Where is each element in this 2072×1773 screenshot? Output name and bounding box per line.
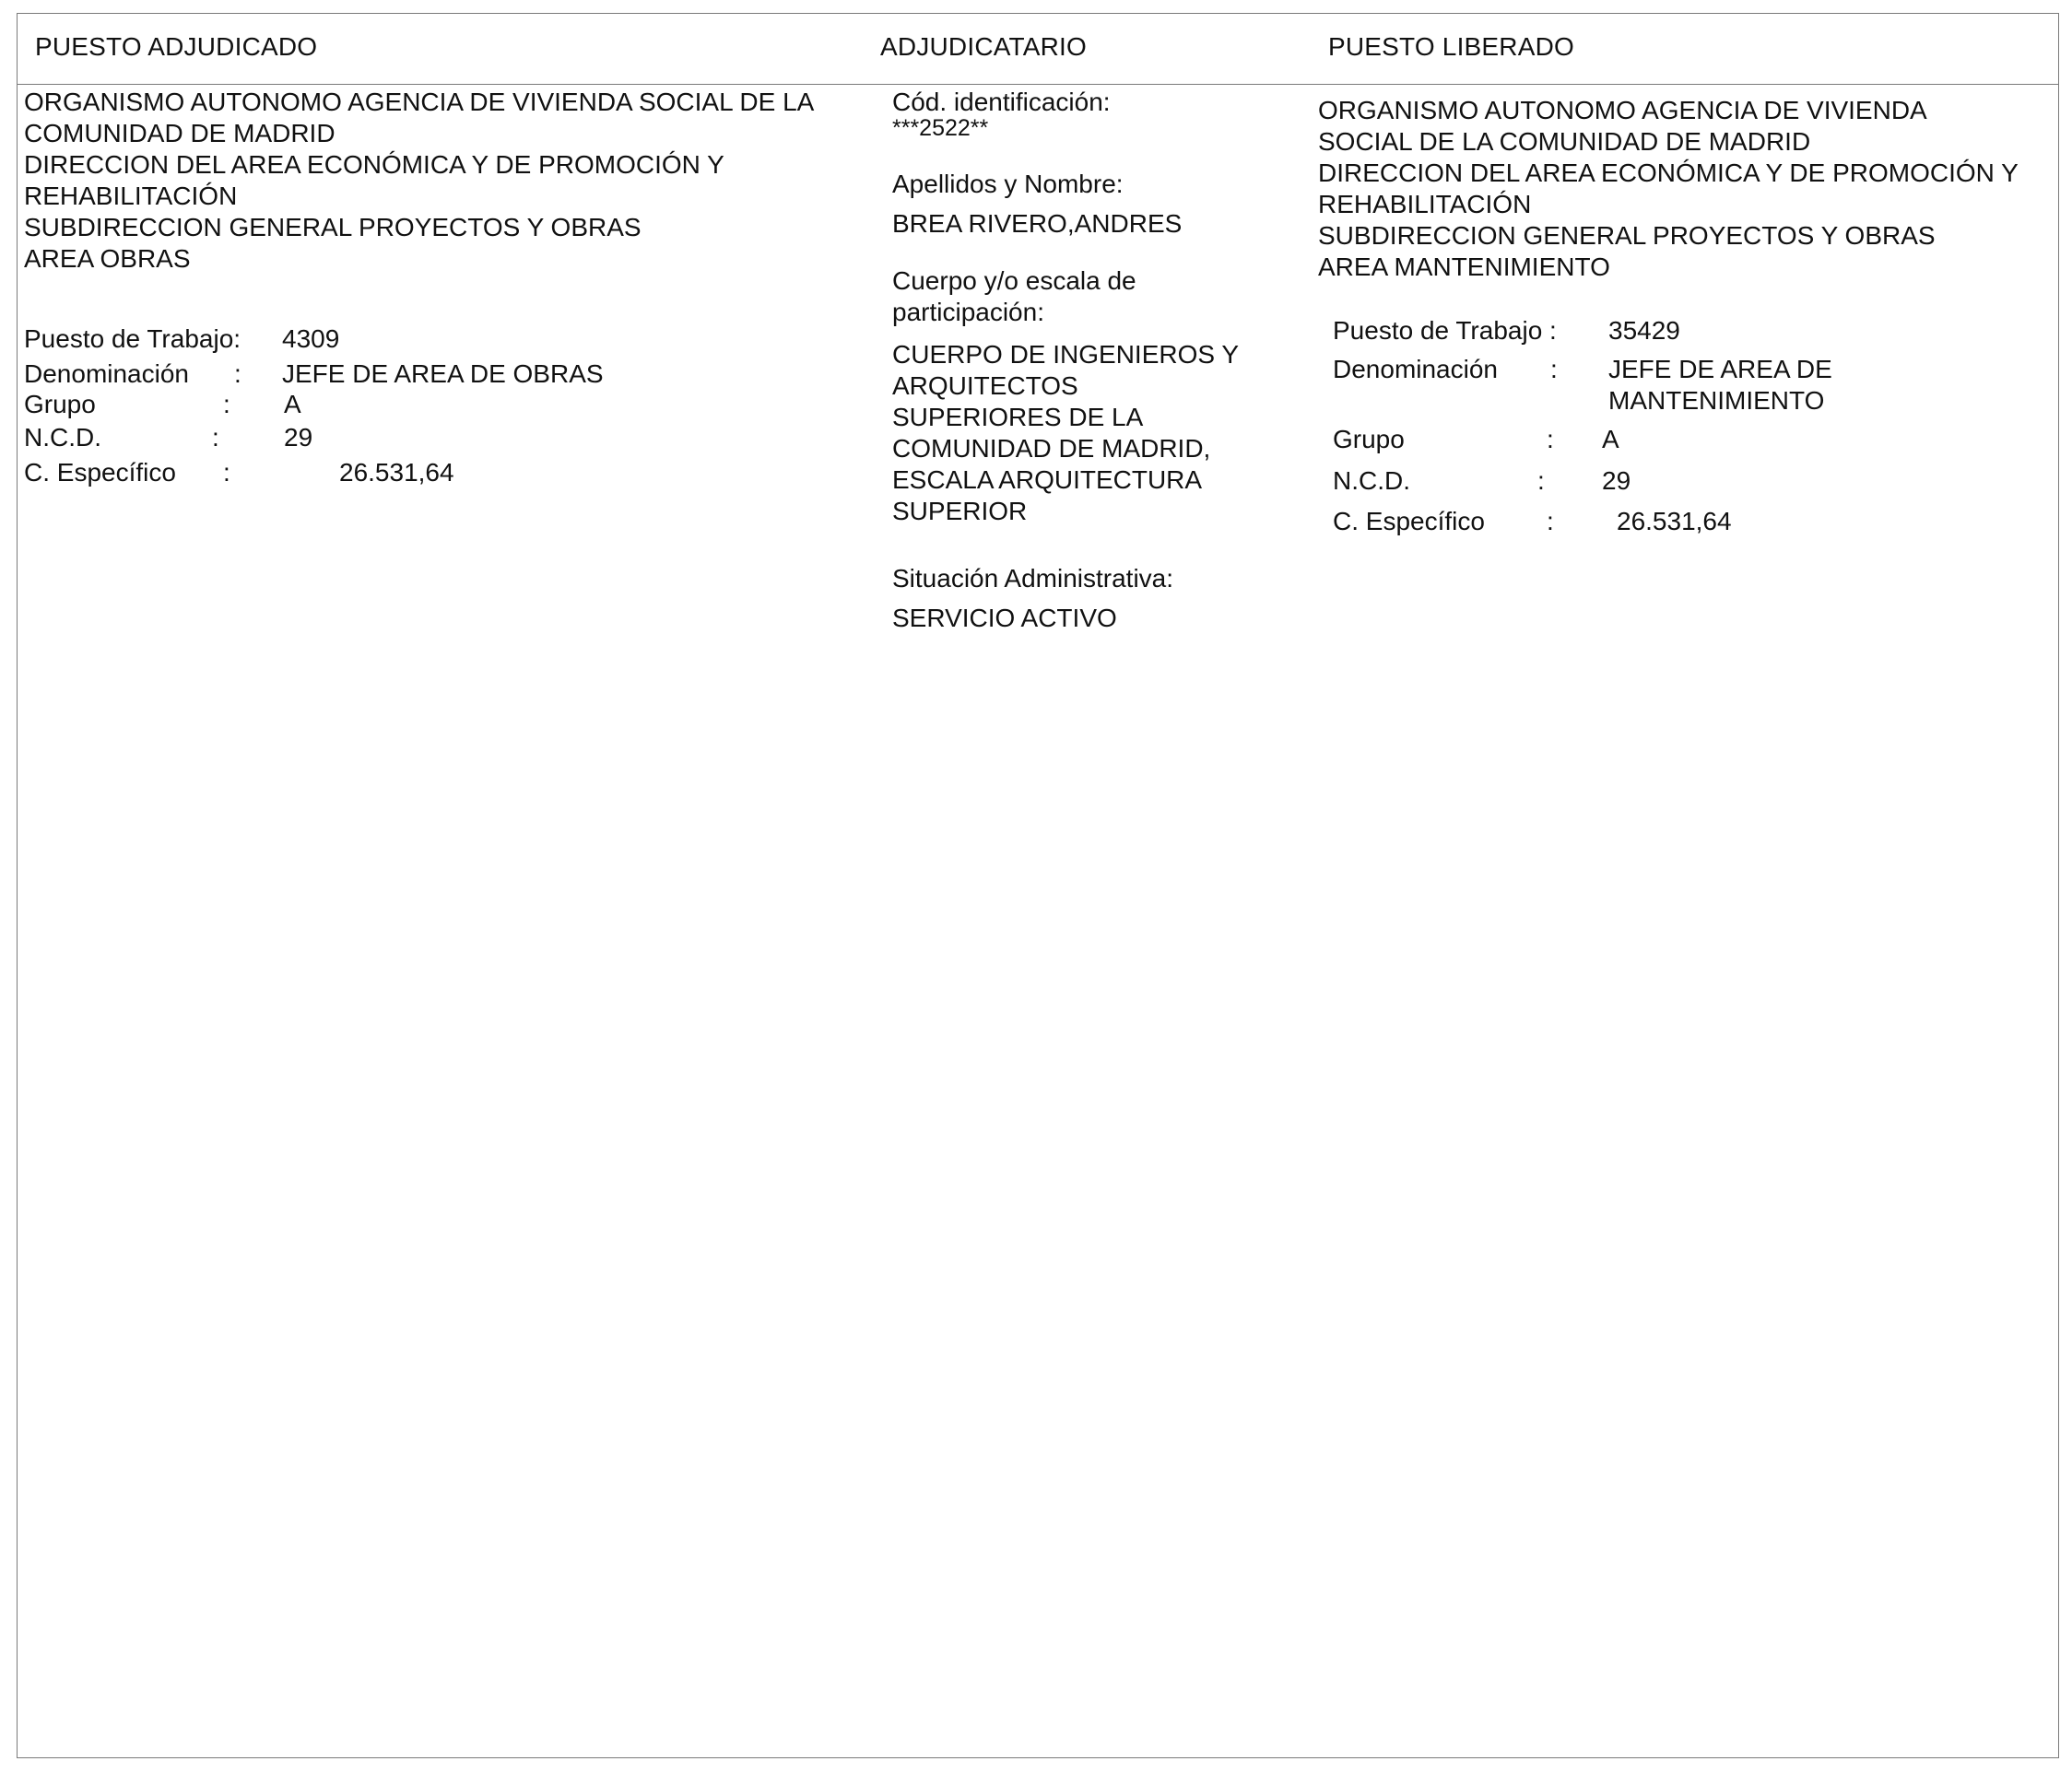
adjudicado-puesto-value: 4309	[282, 324, 340, 353]
cuerpo-escala-label	[892, 265, 1136, 328]
liberado-org-line: DIRECCION DEL AREA ECONÓMICA Y DE PROMOCIÓN Y	[1318, 159, 2019, 187]
adjudicado-org-line: ORGANISMO AUTONOMO AGENCIA DE VIVIENDA SOCIAL DE LA	[24, 88, 815, 116]
liberado-cesp-label: C. Específico	[1333, 507, 1485, 535]
adjudicado-org-line: SUBDIRECCION GENERAL PROYECTOS Y OBRAS	[24, 213, 642, 241]
situacion-administrativa-label: Situación Administrativa:	[892, 564, 1174, 593]
adjudicado-org-line: COMUNIDAD DE MADRID	[24, 119, 336, 147]
cuerpo-escala-label-line: participación:	[892, 298, 1044, 326]
liberado-ncd-sep: :	[1537, 466, 1545, 495]
adjudicado-grupo-sep: :	[223, 390, 230, 418]
adjudicado-grupo-value: A	[284, 390, 301, 418]
header-puesto-adjudicado: PUESTO ADJUDICADO	[35, 32, 318, 61]
liberado-grupo-value: A	[1602, 425, 1619, 453]
header-puesto-liberado: PUESTO LIBERADO	[1328, 32, 1575, 61]
adjudicado-puesto-label: Puesto de Trabajo:	[24, 324, 241, 353]
liberado-denominacion-value-line: MANTENIMIENTO	[1608, 386, 1825, 415]
liberado-ncd-label: N.C.D.	[1333, 466, 1410, 495]
liberado-grupo-sep: :	[1547, 425, 1554, 453]
liberado-denominacion-sep: :	[1550, 355, 1558, 383]
adjudicado-organization	[24, 87, 814, 275]
cuerpo-escala-value-line: SUPERIOR	[892, 497, 1028, 525]
liberado-org-line: SUBDIRECCION GENERAL PROYECTOS Y OBRAS	[1318, 221, 1936, 250]
adjudicado-cesp-value: 26.531,64	[339, 458, 454, 487]
cod-identificacion-value: ***2522**	[892, 115, 989, 141]
liberado-denominacion-value	[1608, 354, 1832, 417]
cuerpo-escala-value-line: ARQUITECTOS	[892, 371, 1078, 400]
adjudicado-cesp-label: C. Específico	[24, 458, 176, 487]
apellidos-nombre-value: BREA RIVERO,ANDRES	[892, 209, 1183, 238]
cuerpo-escala-value-line: ESCALA ARQUITECTURA	[892, 465, 1203, 494]
situacion-administrativa-value: SERVICIO ACTIVO	[892, 604, 1117, 632]
adjudicado-grupo-label: Grupo	[24, 390, 96, 418]
adjudicado-org-line: AREA OBRAS	[24, 244, 191, 273]
liberado-denominacion-label: Denominación	[1333, 355, 1498, 383]
adjudicado-denominacion-value: JEFE DE AREA DE OBRAS	[282, 359, 604, 388]
adjudicado-org-line: REHABILITACIÓN	[24, 182, 238, 210]
liberado-cesp-sep: :	[1547, 507, 1554, 535]
adjudicado-ncd-sep: :	[212, 423, 219, 452]
liberado-org-line: AREA MANTENIMIENTO	[1318, 252, 1610, 281]
adjudicado-cesp-sep: :	[223, 458, 230, 487]
header-adjudicatario: ADJUDICATARIO	[880, 32, 1088, 61]
liberado-org-line: ORGANISMO AUTONOMO AGENCIA DE VIVIENDA	[1318, 96, 1927, 124]
adjudicado-denominacion-sep: :	[234, 359, 241, 388]
liberado-grupo-label: Grupo	[1333, 425, 1405, 453]
cuerpo-escala-value-line: SUPERIORES DE LA	[892, 403, 1144, 431]
cuerpo-escala-value	[892, 339, 1239, 527]
liberado-org-line: REHABILITACIÓN	[1318, 190, 1532, 218]
adjudicado-denominacion-label: Denominación	[24, 359, 189, 388]
cuerpo-escala-label-line: Cuerpo y/o escala de	[892, 266, 1136, 295]
liberado-organization	[1318, 95, 2019, 283]
liberado-cesp-value: 26.531,64	[1617, 507, 1732, 535]
liberado-puesto-value: 35429	[1608, 316, 1680, 345]
cuerpo-escala-value-line: CUERPO DE INGENIEROS Y	[892, 340, 1240, 369]
liberado-org-line: SOCIAL DE LA COMUNIDAD DE MADRID	[1318, 127, 1811, 156]
cuerpo-escala-value-line: COMUNIDAD DE MADRID,	[892, 434, 1211, 463]
liberado-denominacion-value-line: JEFE DE AREA DE	[1608, 355, 1832, 383]
adjudicado-ncd-label: N.C.D.	[24, 423, 101, 452]
adjudicado-org-line: DIRECCION DEL AREA ECONÓMICA Y DE PROMOCIÓN Y	[24, 150, 724, 179]
apellidos-nombre-label: Apellidos y Nombre:	[892, 170, 1124, 198]
liberado-puesto-label: Puesto de Trabajo :	[1333, 316, 1557, 345]
liberado-ncd-value: 29	[1602, 466, 1631, 495]
cod-identificacion-label: Cód. identificación:	[892, 88, 1111, 116]
adjudicado-ncd-value: 29	[284, 423, 313, 452]
